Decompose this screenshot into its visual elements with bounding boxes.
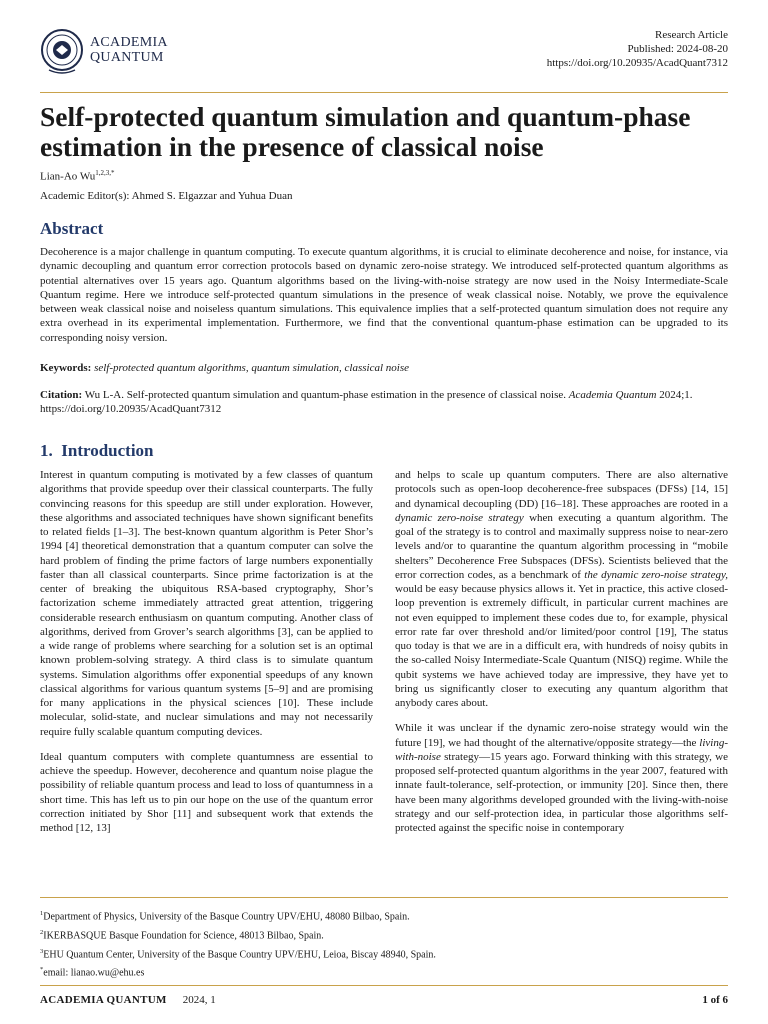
page-number: 1 of 6 — [702, 994, 728, 1006]
footnote-text: IKERBASQUE Basque Foundation for Science, 48013 Bilbao, Spain. — [43, 930, 324, 942]
emphasis-run: the dynamic zero-noise strategy, — [584, 568, 729, 581]
footnote-1 — [40, 906, 728, 925]
footnote-2 — [40, 925, 728, 944]
emphasis-run: living-with-noise — [395, 736, 728, 763]
author-line — [40, 169, 115, 183]
citation-label: Citation: — [40, 389, 83, 401]
footer-volume: 2024, 1 — [182, 994, 216, 1006]
academic-editors: Academic Editor(s): Ahmed S. Elgazzar and Yuhua Duan — [40, 190, 293, 202]
footnote-mark: 3 — [40, 947, 44, 955]
footnote-mark: * — [40, 966, 44, 974]
author-name[interactable]: Lian-Ao Wu — [40, 170, 96, 183]
citation-text: Wu L-A. Self-protected quantum simulation and quantum-phase estimation in the presence of classical noise. — [84, 389, 567, 401]
keywords-label: Keywords: — [40, 362, 92, 374]
abstract-heading: Abstract — [40, 219, 104, 238]
doi-link[interactable]: https://doi.org/10.20935/AcadQuant7312 — [546, 57, 728, 69]
journal-name — [90, 35, 168, 65]
keywords — [40, 361, 728, 375]
keywords-text: self-protected quantum algorithms, quantum simulation, classical noise — [94, 362, 409, 374]
footer-journal — [40, 994, 216, 1006]
emphasis-run: dynamic zero-noise strategy — [395, 511, 524, 524]
footer-divider — [40, 985, 728, 986]
article-meta — [547, 28, 728, 70]
citation-doi[interactable]: 2024;1. https://doi.org/10.20935/AcadQuant7312 — [40, 389, 693, 416]
abstract-text: Decoherence is a major challenge in quantum computing. To execute quantum algorithms, it is crucial to eliminate decoherence and noise, for instance, via dynamic decoupling and quantum error correction protocols based on dynamic zero-noise strategy. We introduced self-protected quantum algorithms as potential alternatives over 15 years ago. Quantum algorithms based on the living-with-noise strategy are now used in the Noisy Intermediate-Scale Quantum regime. Here we introduce self-protected quantum simulations in the presence of weak classical noise. Notably, we prove the equivalence between weak classical noise and noiseless quantum simulations. This equivalence implies that a self-protected quantum simulation does not require any extra overhead in its experimental implementation. Furthermore, we find that the conventional quantum-phase estimation can be upgraded to its corresponding noisy version. — [40, 246, 728, 344]
header-divider — [40, 92, 728, 93]
intro-paragraph-3 — [395, 468, 728, 710]
footnote-divider — [40, 897, 728, 898]
introduction-heading — [40, 441, 154, 461]
text-run: would be easy because physics allows it. Yet in practice, this active closed-loop prevention is extremely difficult, in particular current machines are not even equipped to implement these codes due to, for example, physical error rate far over threshold and/or limited/poor control [19], The status quo today is that we are in a difficult era, with hundreds of noisy qubits in the so-called Noisy Intermediate-Scale Quantum (NISQ) regime. While the qubit systems we have achieved today are impressive, they have yet to bring us significantly closer to executing any quantum algorithm that anybody cares about. — [395, 583, 728, 709]
left-column — [40, 468, 373, 846]
logo-line-2: QUANTUM — [90, 50, 164, 65]
right-column — [395, 468, 728, 846]
journal-seal-icon — [40, 26, 84, 76]
intro-paragraph-1: Interest in quantum computing is motivated by a few classes of quantum algorithms that provide speedup over their classical counterparts. The fully convincing reasons for this speedup are still under exploration. However, these algorithms and associated techniques have shown significant benefits to related fields [1–3]. The best-known quantum algorithm is Peter Shor’s 1994 [4] theoretical demonstration that a quantum computer can solve the hard problem of finding the prime factors of large numbers exponentially faster than all classical counterparts. Since prime factorization is at the center of breaking the ubiquitous RSA-based cryptography, Shor’s factorization scheme immediately attracted great attention, triggering considerable research enthusiasm on quantum computing. Another class of algorithms, derived from Grover’s search algorithms [3], can be applied to a wide range of problems where searching for a solution set is an optimal known problem-solving strategy. A third class is to simulate quantum systems. Simulation algorithms offer exponential speedups of any known classical algorithms for various quantum systems [5–9] and are promising for many applications in the physical sciences [10]. These include molecular, solid-state, and nuclear simulations and may not necessarily require fully scalable quantum computing devices. — [40, 469, 373, 738]
journal-logo[interactable] — [40, 26, 240, 78]
article-title: Self-protected quantum simulation and quantum-phase estimation in the presence of classical noise — [40, 101, 691, 162]
text-run: when executing a quantum algorithm. The goal of the strategy is to control and maximally suppress noise to near-zero levels and/or to quarantine the quantum algorithm processing in “mobile shelters” Decoherence Free Subspaces (DFSs). Scientists believed that the error correction codes, as a benchmark of — [395, 511, 729, 581]
text-run: While it was unclear if the dynamic zero-noise strategy would win the future [19], we had thought of the alternative/opposite strategy—the — [395, 722, 728, 749]
intro-paragraph-2: Ideal quantum computers with complete quantumness are essential to achieve the speedup. However, decoherence and quantum noise plague the possibility of reliable quantum process and lead to loss of quantumness in a short time. This has left us to pin our hope on the use of the quantum error correction initiated by Shor [11] and subsequent work that extends the method [12, 13] — [40, 750, 373, 834]
footnote-3 — [40, 944, 728, 963]
section-number: 1. — [40, 441, 53, 460]
footnote-text: Department of Physics, University of the Basque Country UPV/EHU, 48080 Bilbao, Spain. — [43, 911, 410, 923]
citation-journal: Academia Quantum — [568, 389, 657, 401]
footnote-email — [40, 962, 728, 981]
footnotes — [40, 906, 728, 981]
text-run: strategy—15 years ago. Forward thinking with this strategy, we proposed self-protected quantum algorithms in the year 2007, featured with innate fault-tolerance, self-protection, or immunity [20]. Since then, there have been many algorithms developed grounded with the living-with-noise strategy and our self-protection idea, in particular those algorithms self-protected against the specific noise in contemporary — [395, 750, 729, 834]
footnote-text: EHU Quantum Center, University of the Basque Country UPV/EHU, Leioa, Biscay 48940, Spain. — [43, 948, 436, 960]
citation — [40, 388, 728, 417]
intro-paragraph-4 — [395, 721, 728, 835]
logo-line-1: ACADEMIA — [90, 35, 168, 50]
published-date: Published: 2024-08-20 — [627, 43, 728, 55]
footer-brand: ACADEMIA QUANTUM — [40, 994, 167, 1006]
footnote-text[interactable]: email: lianao.wu@ehu.es — [43, 967, 145, 979]
footnote-mark: 1 — [40, 910, 44, 917]
author-affiliation-marks: 1,2,3,* — [95, 169, 115, 177]
page-header — [40, 24, 728, 84]
text-run: and helps to scale up quantum computers. There are also alternative protocols such as open-loop decoherence-free subspaces (DFSs) [14, 15] and dynamical decoupling (DD) [16–18]. These approaches are rooted in a — [395, 469, 728, 510]
section-title: Introduction — [61, 441, 154, 460]
article-type: Research Article — [655, 29, 728, 41]
footnote-mark: 2 — [40, 928, 44, 936]
